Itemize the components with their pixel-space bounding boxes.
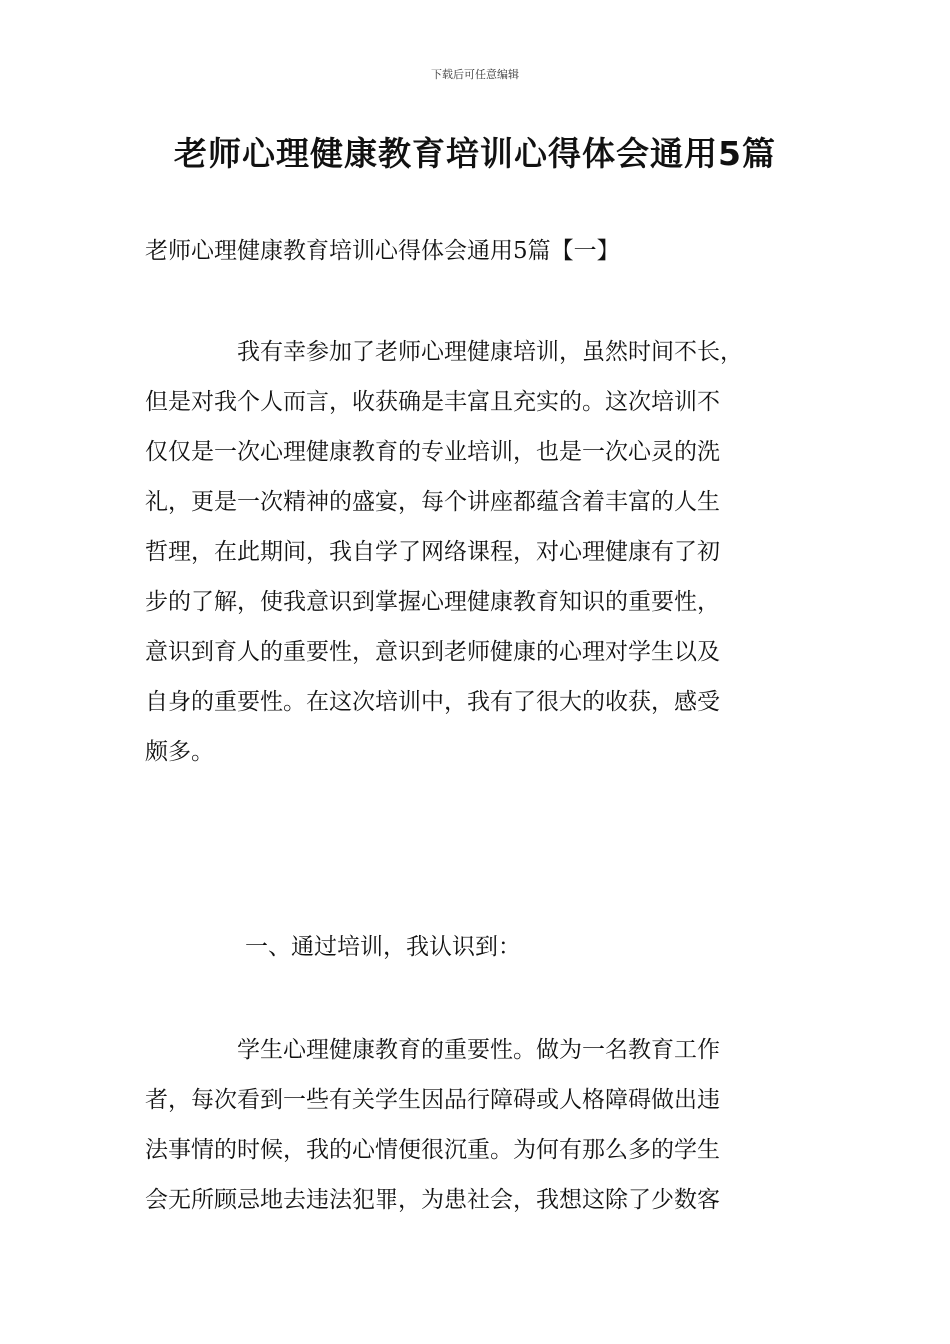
paragraph-1	[145, 327, 815, 777]
paragraph-line: 我有幸参加了老师心理健康培训，虽然时间不长，	[145, 339, 743, 365]
subheading: 一、通过培训，我认识到：	[245, 934, 521, 960]
document-title: 老师心理健康教育培训心得体会通用5篇	[174, 134, 776, 173]
header-note: 下载后可任意编辑	[431, 68, 519, 81]
paragraph-line: 哲理，在此期间，我自学了网络课程，对心理健康有了初	[145, 539, 720, 565]
paragraph-line: 步的了解，使我意识到掌握心理健康教育知识的重要性，	[145, 589, 720, 615]
paragraph-line: 颇多。	[145, 739, 214, 765]
paragraph-line: 法事情的时候，我的心情便很沉重。为何有那么多的学生	[145, 1137, 720, 1163]
paragraph-line: 自身的重要性。在这次培训中，我有了很大的收获，感受	[145, 689, 720, 715]
paragraph-2	[145, 1025, 815, 1225]
paragraph-line: 礼，更是一次精神的盛宴，每个讲座都蕴含着丰富的人生	[145, 489, 720, 515]
section-heading: 老师心理健康教育培训心得体会通用5篇【一】	[145, 238, 620, 264]
paragraph-line: 会无所顾忌地去违法犯罪，为患社会，我想这除了少数客	[145, 1187, 720, 1213]
paragraph-line: 意识到育人的重要性，意识到老师健康的心理对学生以及	[145, 639, 720, 665]
paragraph-line: 但是对我个人而言，收获确是丰富且充实的。这次培训不	[145, 389, 720, 415]
paragraph-line: 学生心理健康教育的重要性。做为一名教育工作	[145, 1037, 720, 1063]
paragraph-line: 仅仅是一次心理健康教育的专业培训，也是一次心灵的洗	[145, 439, 720, 465]
paragraph-line: 者，每次看到一些有关学生因品行障碍或人格障碍做出违	[145, 1087, 720, 1113]
